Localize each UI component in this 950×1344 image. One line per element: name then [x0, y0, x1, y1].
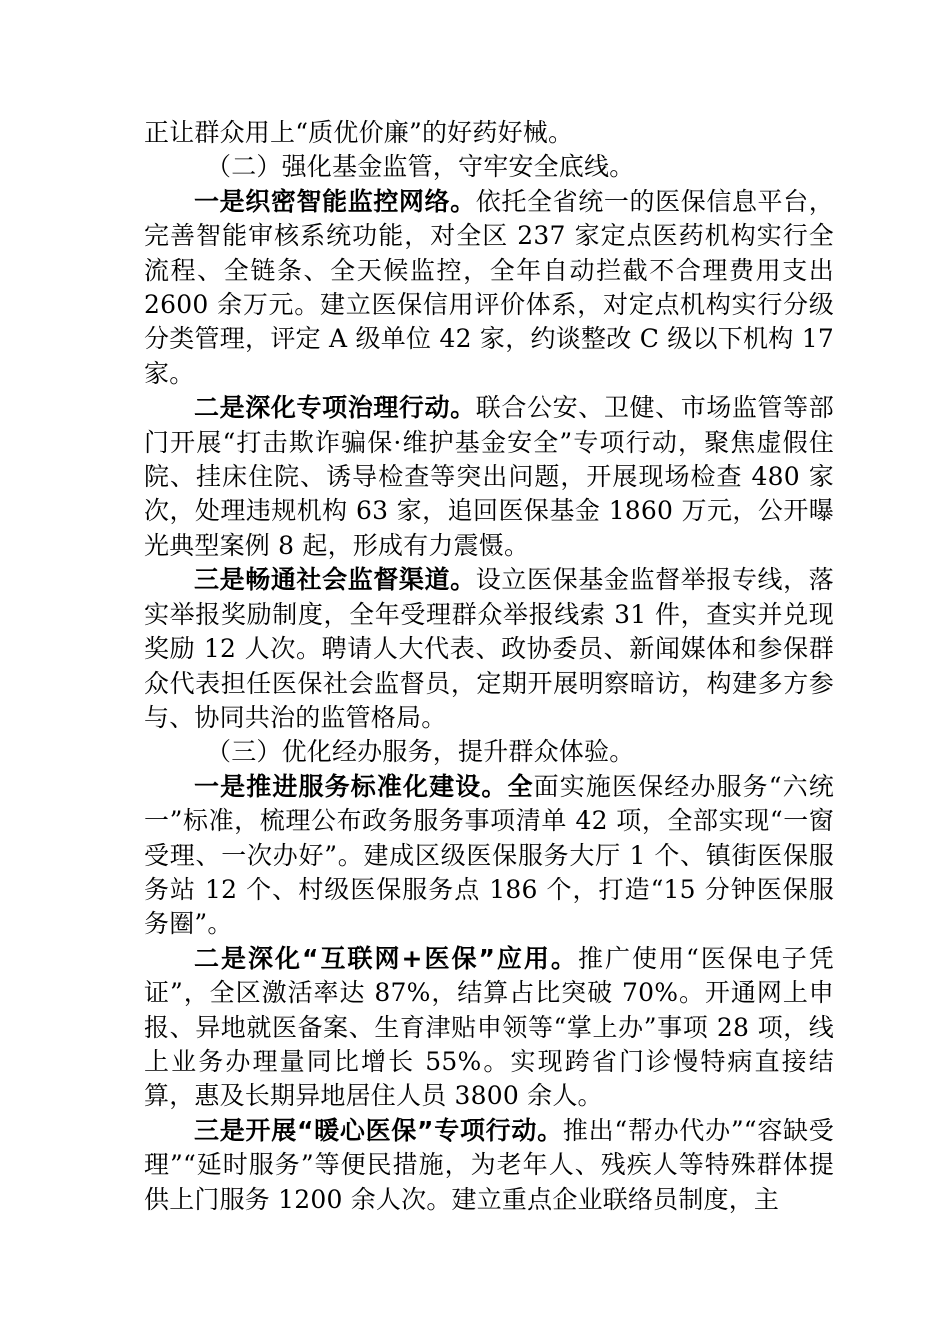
section-3-item-3-body: 推出“帮办代办”“容缺受理”“延时服务”等便民措施，为老年人、残疾人等特殊群体提供上门服务 1200 余人次。建立重点企业联络员制度，主: [144, 1115, 834, 1214]
section-3-item-1-body: 面实施医保经办服务“六统一”标准，梳理公布政务服务事项清单 42 项，全部实现“一窗受理、一次办好”。建成区级医保服务大厅 1 个、镇街医保服务站 12 个、村级医保服务点 186 个，打造“15 分钟医保服务圈”。: [144, 771, 834, 939]
section-2-item-2: [144, 391, 834, 563]
section-2-item-3: [144, 563, 834, 735]
section-3-item-2-body: 推广使用“医保电子凭证”，全区激活率达 87%，结算占比突破 70%。开通网上申报、异地就医备案、生育津贴申领等“掌上办”事项 28 项，线上业务办理量同比增长 55%。实现跨省门诊慢特病直接结算，惠及长期异地居住人员 3800 余人。: [144, 943, 834, 1111]
section-2-item-3-lead: 三是畅通社会监督渠道。: [194, 565, 476, 595]
section-3-item-3-lead: 三是开展“暖心医保”专项行动。: [194, 1115, 563, 1145]
section-2-item-1-body: 依托全省统一的医保信息平台，完善智能审核系统功能，对全区 237 家定点医药机构实行全流程、全链条、全天候监控，全年自动拦截不合理费用支出 2600 余万元。建立医保信用评价体系，对定点机构实行分级分类管理，评定 A 级单位 42 家，约谈整改 C 级以下机构 17 家。: [144, 186, 834, 388]
section-3-heading: [144, 735, 834, 769]
section-2-item-2-body: 联合公安、卫健、市场监管等部门开展“打击欺诈骗保·维护基金安全”专项行动，聚焦虚假住院、挂床住院、诱导检查等突出问题，开展现场检查 480 家次，处理违规机构 63 家，追回医保基金 1860 万元，公开曝光典型案例 8 起，形成有力震慑。: [144, 393, 834, 560]
document-page: [144, 116, 834, 1217]
section-2-item-2-lead: 二是深化专项治理行动。: [194, 393, 476, 423]
section-3-item-2-lead: 二是深化“互联网+医保”应用。: [194, 943, 578, 973]
intro-tail-text: 正让群众用上“质优价廉”的好药好械。: [144, 118, 574, 147]
intro-tail-paragraph: [144, 116, 834, 150]
section-2-heading-text: （二）强化基金监管，守牢安全底线。: [206, 152, 635, 182]
section-2-item-3-body: 设立医保基金监督举报专线，落实举报奖励制度，全年受理群众举报线索 31 件，查实并兑现奖励 12 人次。聘请人大代表、政协委员、新闻媒体和参保群众代表担任医保社会监督员，定期开展明察暗访，构建多方参与、协同共治的监管格局。: [144, 565, 834, 732]
section-2-item-1-lead: 一是织密智能监控网络。: [194, 186, 476, 216]
section-3-item-1-lead: 一是推进服务标准化建设。全: [194, 771, 534, 801]
section-2-heading: [144, 150, 834, 184]
section-3-item-1: [144, 770, 834, 942]
section-3-item-2: [144, 942, 834, 1114]
section-3-heading-text: （三）优化经办服务，提升群众体验。: [206, 737, 635, 767]
section-3-item-3: [144, 1114, 834, 1217]
section-2-item-1: [144, 185, 834, 391]
